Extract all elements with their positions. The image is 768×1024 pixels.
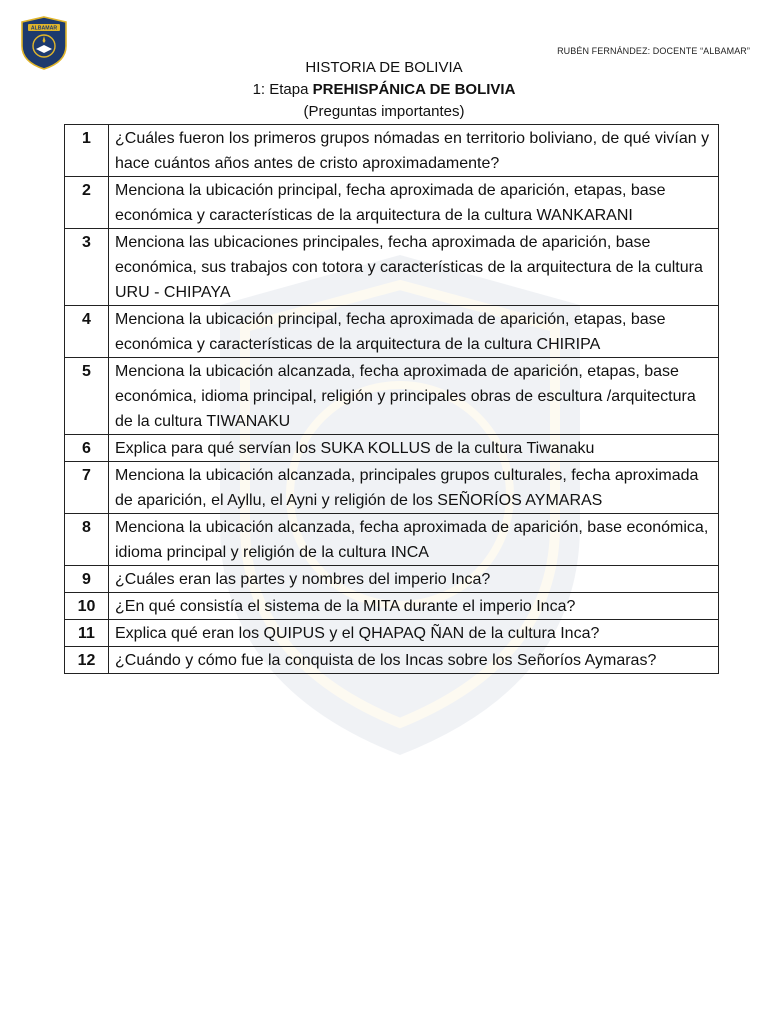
question-text: Menciona la ubicación alcanzada, fecha aproximada de aparición, base económica, idioma principal y religión de la cultura INCA (109, 514, 719, 566)
question-text: Explica qué eran los QUIPUS y el QHAPAQ ÑAN de la cultura Inca? (109, 620, 719, 647)
stage-heading (0, 80, 768, 99)
question-number: 11 (65, 620, 109, 647)
question-text: ¿Cuáles fueron los primeros grupos nómadas en territorio boliviano, de qué vivían y hace cuántos años antes de cristo aproximadamente? (109, 125, 719, 177)
question-text: Explica para qué servían los SUKA KOLLUS de la cultura Tiwanaku (109, 435, 719, 462)
document-subtitle: (Preguntas importantes) (303, 103, 465, 120)
question-number: 9 (65, 566, 109, 593)
question-number: 4 (65, 306, 109, 358)
question-text: ¿Cuáles eran las partes y nombres del imperio Inca? (109, 566, 719, 593)
stage-prefix: 1: Etapa (252, 81, 313, 98)
question-text: Menciona la ubicación principal, fecha aproximada de aparición, etapas, base económica y características de la arquitectura de la cultura CHIRIPA (109, 306, 719, 358)
question-text: Menciona las ubicaciones principales, fecha aproximada de aparición, base económica, sus trabajos con totora y características de la arquitectura de la cultura URU - CHIPAYA (109, 229, 719, 306)
table-row (65, 620, 719, 647)
table-row (65, 177, 719, 229)
questions-table (64, 124, 719, 674)
table-row (65, 462, 719, 514)
question-number: 5 (65, 358, 109, 435)
table-row (65, 435, 719, 462)
question-number: 10 (65, 593, 109, 620)
question-number: 2 (65, 177, 109, 229)
teacher-credit: RUBÉN FERNÁNDEZ: DOCENTE “ALBAMAR” (557, 46, 750, 56)
question-text: ¿Cuándo y cómo fue la conquista de los Incas sobre los Señoríos Aymaras? (109, 647, 719, 674)
question-text: ¿En qué consistía el sistema de la MITA durante el imperio Inca? (109, 593, 719, 620)
table-row (65, 593, 719, 620)
document-title: HISTORIA DE BOLIVIA (305, 59, 463, 76)
question-text: Menciona la ubicación alcanzada, principales grupos culturales, fecha aproximada de aparición, el Ayllu, el Ayni y religión de los SEÑORÍOS AYMARAS (109, 462, 719, 514)
question-text: Menciona la ubicación alcanzada, fecha aproximada de aparición, etapas, base económica, idioma principal, religión y principales obras de escultura /arquitectura de la cultura TIWANAKU (109, 358, 719, 435)
question-number: 6 (65, 435, 109, 462)
question-number: 3 (65, 229, 109, 306)
table-row (65, 566, 719, 593)
table-row (65, 306, 719, 358)
table-row (65, 229, 719, 306)
question-number: 1 (65, 125, 109, 177)
question-number: 7 (65, 462, 109, 514)
question-number: 8 (65, 514, 109, 566)
table-row (65, 358, 719, 435)
table-row (65, 514, 719, 566)
logo-text: ALBAMAR (30, 25, 58, 32)
question-number: 12 (65, 647, 109, 674)
question-text: Menciona la ubicación principal, fecha aproximada de aparición, etapas, base económica y características de la arquitectura de la cultura WANKARANI (109, 177, 719, 229)
table-row (65, 647, 719, 674)
stage-name: PREHISPÁNICA DE BOLIVIA (312, 81, 516, 98)
table-row (65, 125, 719, 177)
